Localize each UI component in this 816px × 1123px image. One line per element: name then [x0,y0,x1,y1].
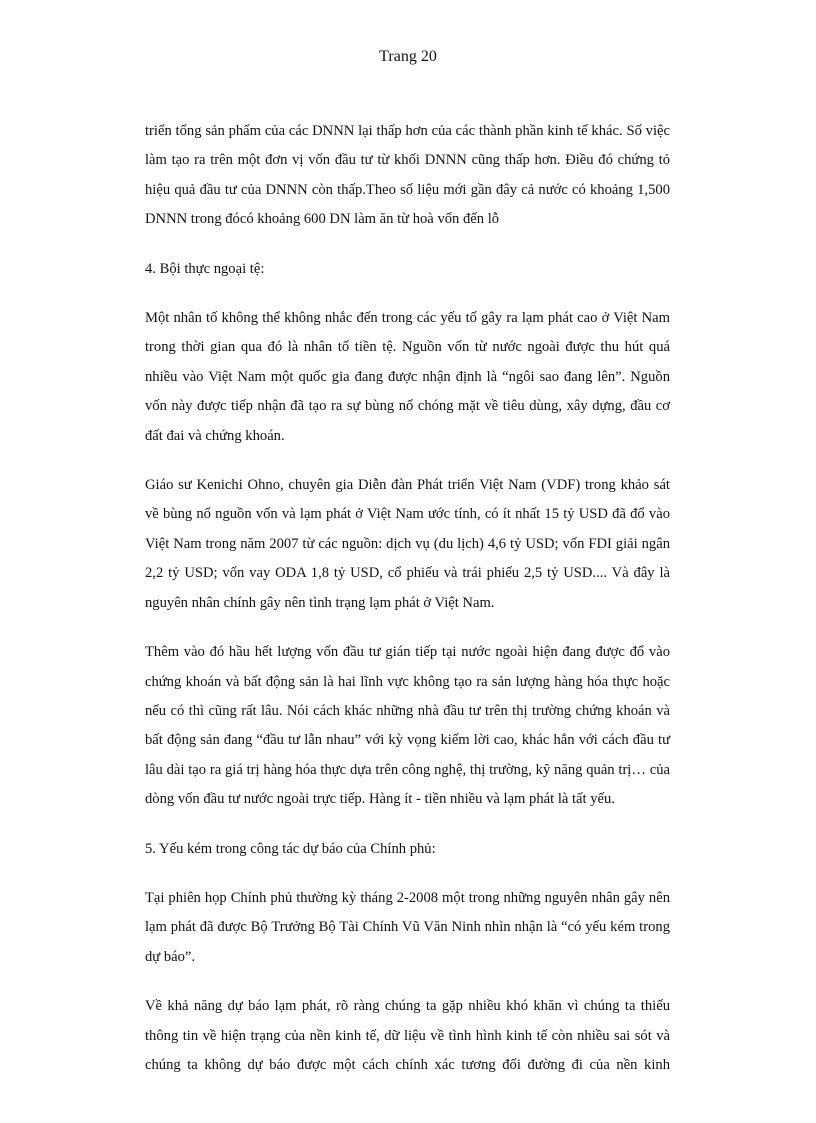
section-heading-4: 4. Bội thực ngoại tệ: [145,260,265,277]
paragraph-currency-factor: Một nhân tố không thể không nhắc đến trong các yếu tố gây ra lạm phát cao ở Việt Nam trong thời gian qua đó là nhân tố tiền tệ. Nguồn vốn từ nước ngoài được thu hút quá nhiều vào Việt Nam một quốc gia đang được nhận định là “ngôi sao đang lên”. Nguồn vốn này được tiếp nhận đã tạo ra sự bùng nổ chóng mặt về tiêu dùng, xây dựng, đầu cơ đất đai và chứng khoán. [145,310,670,444]
page-number-header: Trang 20 [379,48,437,65]
paragraph-kenichi-ohno: Giáo sư Kenichi Ohno, chuyên gia Diễn đàn Phát triển Việt Nam (VDF) trong khảo sát về bùng nổ nguồn vốn và lạm phát ở Việt Nam ước tính, có ít nhất 15 tỷ USD đã đổ vào Việt Nam trong năm 2007 từ các nguồn: dịch vụ (du lịch) 4,6 tỷ USD; vốn FDI giải ngân 2,2 tỷ USD; vốn vay ODA 1,8 tỷ USD, cổ phiếu và trái phiếu 2,5 tỷ USD.... Và đây là nguyên nhân chính gây nên tình trạng lạm phát ở Việt Nam. [145,477,670,611]
paragraph-government-meeting: Tại phiên họp Chính phủ thường kỳ tháng 2-2008 một trong những nguyên nhân gây nên lạm phát đã được Bộ Trưởng Bộ Tài Chính Vũ Văn Ninh nhìn nhận là “có yếu kém trong dự báo”. [145,889,670,965]
document-body [145,117,670,1080]
paragraph-dnnn-continuation: triển tổng sản phẩm của các DNNN lại thấp hơn của các thành phần kinh tế khác. Số việc làm tạo ra trên một đơn vị vốn đầu tư từ khối DNNN cũng thấp hơn. Điều đó chứng tỏ hiệu quả đầu tư của DNNN còn thấp.Theo số liệu mới gần đây cả nước có khoảng 1,500 DNNN trong đócó khoảng 600 DN làm ăn từ hoà vốn đến lỗ [145,123,670,228]
paragraph-indirect-investment: Thêm vào đó hầu hết lượng vốn đầu tư gián tiếp tại nước ngoài hiện đang được đổ vào chứng khoán và bất động sản là hai lĩnh vực không tạo ra sản lượng hàng hóa thực hoặc nếu có thì cũng rất lâu. Nói cách khác những nhà đầu tư trên thị trường chứng khoán và bất động sản đang “đầu tư lẫn nhau” với kỳ vọng kiếm lời cao, khác hẳn với cách đầu tư lâu dài tạo ra giá trị hàng hóa thực dựa trên công nghệ, thị trường, kỹ năng quản trị… của dòng vốn đầu tư nước ngoài trực tiếp. Hàng ít - tiền nhiều và lạm phát là tất yếu. [145,644,670,808]
paragraph-forecast-ability: Về khả năng dự báo lạm phát, rõ ràng chúng ta gặp nhiều khó khăn vì chúng ta thiếu thông tin về hiện trạng của nền kinh tế, dữ liệu về tình hình kinh tế còn nhiều sai sót và chúng ta không dự báo được một cách chính xác tương đối đường đi của nền kinh [145,998,670,1073]
section-heading-5: 5. Yếu kém trong công tác dự báo của Chính phủ: [145,840,436,857]
